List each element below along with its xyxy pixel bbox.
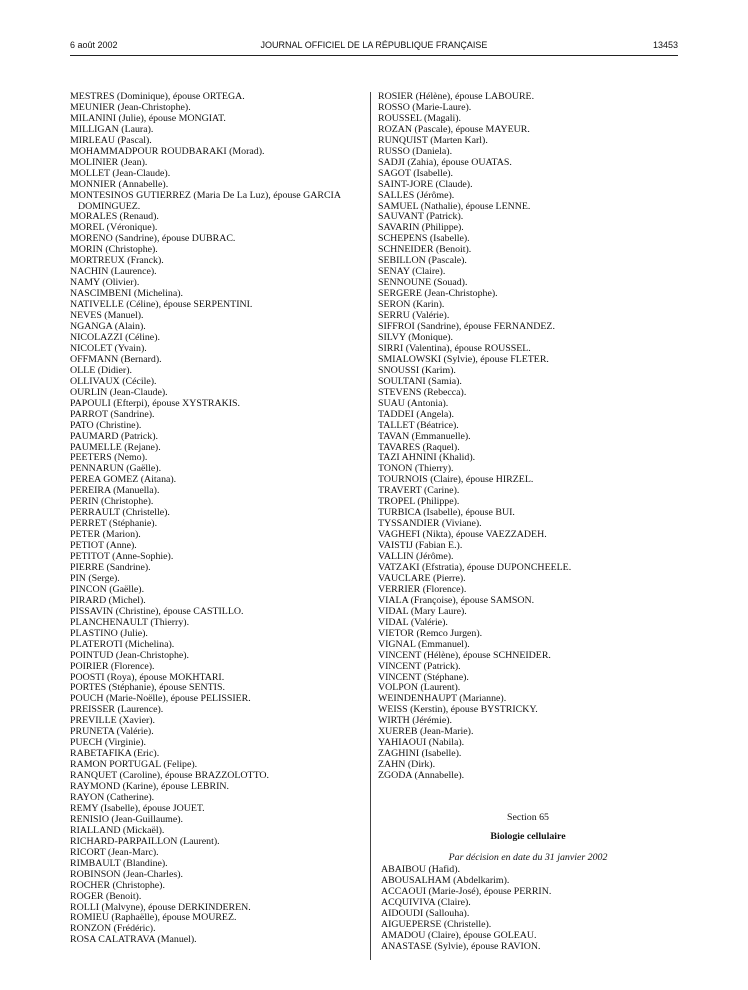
- list-item: PIN (Serge).: [70, 572, 120, 584]
- list-item: TAVARES (Raquel).: [378, 441, 460, 453]
- list-item: XUEREB (Jean-Marie).: [378, 726, 474, 738]
- list-item: NACHIN (Laurence).: [70, 266, 157, 278]
- list-item: MILLIGAN (Laura).: [70, 123, 154, 135]
- list-item: AMADOU (Claire), épouse GOLEAU.: [381, 929, 537, 941]
- list-item: SAVARIN (Philippe).: [378, 222, 464, 234]
- list-item: PIERRE (Sandrine).: [70, 561, 151, 573]
- list-item: ROSA CALATRAVA (Manuel).: [70, 934, 197, 946]
- list-item: REMY (Isabelle), épouse JOUET.: [70, 802, 205, 814]
- page-header: [70, 40, 678, 54]
- list-item: VINCENT (Hélène), épouse SCHNEIDER.: [378, 649, 551, 661]
- list-item: MOLINIER (Jean).: [70, 156, 148, 168]
- list-item: ABOUSALHAM (Abdelkarim).: [381, 874, 510, 886]
- list-item: TROPEL (Philippe).: [378, 496, 460, 508]
- list-item: POIRIER (Florence).: [70, 660, 155, 672]
- list-item: NGANGA (Alain).: [70, 321, 146, 333]
- list-item: MILANINI (Julie), épouse MONGIAT.: [70, 112, 226, 124]
- list-item: PATO (Christine).: [70, 419, 142, 431]
- list-item: PAPOULI (Efterpi), épouse XYSTRAKIS.: [70, 397, 240, 409]
- list-item: ACCAOUI (Marie-José), épouse PERRIN.: [381, 885, 552, 897]
- list-item: SIRRI (Valentina), épouse ROUSSEL.: [378, 342, 531, 354]
- list-item: RICORT (Jean-Marc).: [70, 846, 159, 858]
- list-item: PERRET (Stéphanie).: [70, 518, 158, 530]
- list-item: TOURNOIS (Claire), épouse HIRZEL.: [378, 474, 534, 486]
- list-item: ROSSO (Marie-Laure).: [378, 101, 472, 113]
- list-item: MIRLEAU (Pascal).: [70, 134, 152, 146]
- list-item: MEUNIER (Jean-Christophe).: [70, 101, 191, 113]
- left-name-list: [70, 92, 363, 946]
- list-item: PETITOT (Anne-Sophie).: [70, 551, 174, 563]
- list-item: RABETAFIKA (Eric).: [70, 748, 160, 760]
- list-item: OLLE (Didier).: [70, 364, 132, 376]
- column-divider: [370, 92, 371, 960]
- section-decision: Par décision en date du 31 janvier 2002: [448, 852, 608, 863]
- list-item: PLASTINO (Julie).: [70, 627, 148, 639]
- page-number: 13453: [652, 40, 678, 50]
- list-item: VAGHEFI (Nikta), épouse VAEZZADEH.: [378, 529, 547, 541]
- list-item: MORTREUX (Franck).: [70, 255, 164, 267]
- list-item: SCHNEIDER (Benoit).: [378, 244, 472, 256]
- list-item: PEREA GOMEZ (Aitana).: [70, 474, 177, 486]
- list-item: SUAU (Antonia).: [378, 397, 449, 409]
- list-item: VIGNAL (Emmanuel).: [378, 638, 470, 650]
- list-item: VIALA (Françoise), épouse SAMSON.: [378, 594, 535, 606]
- list-item: SADJI (Zahia), épouse OUATAS.: [378, 156, 512, 168]
- list-item: RONZON (Frédéric).: [70, 923, 156, 935]
- list-item: MESTRES (Dominique), épouse ORTEGA.: [70, 91, 245, 102]
- list-item: PAUMARD (Patrick).: [70, 430, 158, 442]
- list-item: VIETOR (Remco Jurgen).: [378, 627, 483, 639]
- list-item: PREISSER (Laurence).: [70, 704, 164, 716]
- list-item: RENISIO (Jean-Guillaume).: [70, 813, 183, 825]
- list-item: SENAY (Claire).: [378, 266, 446, 278]
- list-item: ACQUIVIVA (Claire).: [381, 896, 471, 908]
- list-item: VIDAL (Mary Laure).: [378, 605, 467, 617]
- list-item: ROBINSON (Jean-Charles).: [70, 868, 183, 880]
- header-date: 6 août 2002: [70, 40, 118, 50]
- list-item: PAUMELLE (Rejane).: [70, 441, 161, 453]
- list-item: TYSSANDIER (Viviane).: [378, 518, 482, 530]
- list-item: VALLIN (Jérôme).: [378, 551, 454, 563]
- list-item: SAUVANT (Patrick).: [378, 211, 464, 223]
- list-item: SERON (Karin).: [378, 299, 445, 311]
- list-item: PARROT (Sandrine).: [70, 408, 155, 420]
- list-item: RUSSO (Daniela).: [378, 145, 453, 157]
- list-item: TURBICA (Isabelle), épouse BUI.: [378, 507, 515, 519]
- list-item: MOLLET (Jean-Claude).: [70, 167, 171, 179]
- list-item: MORIN (Christophe).: [70, 244, 158, 256]
- list-item: POOSTI (Roya), épouse MOKHTARI.: [70, 671, 225, 683]
- list-item: VERRIER (Florence).: [378, 583, 467, 595]
- list-item: PIRARD (Michel).: [70, 594, 146, 606]
- list-item: SILVY (Monique).: [378, 331, 453, 343]
- list-item: ZGODA (Annabelle).: [378, 770, 465, 782]
- list-item: TALLET (Béatrice).: [378, 419, 459, 431]
- list-item: PUECH (Virginie).: [70, 737, 147, 749]
- list-item: ANASTASE (Sylvie), épouse RAVION.: [381, 940, 541, 952]
- list-item: AIGUEPERSE (Christelle).: [381, 918, 492, 930]
- list-item: SALLES (Jérôme).: [378, 189, 455, 201]
- list-item: NEVES (Manuel).: [70, 310, 144, 322]
- list-item: VAUCLARE (Pierre).: [378, 572, 466, 584]
- list-item: TONON (Thierry).: [378, 463, 454, 475]
- list-item: ZAHN (Dirk).: [378, 759, 436, 771]
- list-item: WEINDENHAUPT (Marianne).: [378, 693, 507, 705]
- list-item: MOHAMMADPOUR ROUDBARAKI (Morad).: [70, 145, 265, 157]
- header-rule: [70, 55, 678, 56]
- right-name-list: [378, 92, 678, 782]
- list-item: NICOLAZZI (Céline).: [70, 331, 160, 343]
- list-item: STEVENS (Rebecca).: [378, 386, 467, 398]
- list-item: PETER (Marion).: [70, 529, 141, 541]
- list-item: PORTES (Stéphanie), épouse SENTIS.: [70, 682, 225, 694]
- list-item: POINTUD (Jean-Christophe).: [70, 649, 190, 661]
- list-item: TRAVERT (Carine).: [378, 485, 460, 497]
- list-item: RIALLAND (Mickaël).: [70, 824, 165, 836]
- list-item: MONTESINOS GUTIERREZ (Maria De La Luz), épouse GARCIA DOMINGUEZ.: [70, 189, 341, 212]
- list-item: MORALES (Renaud).: [70, 211, 159, 223]
- list-item: MOREL (Véronique).: [70, 222, 158, 234]
- list-item: SEBILLON (Pascale).: [378, 255, 467, 267]
- list-item: SENNOUNE (Souad).: [378, 277, 468, 289]
- list-item: PENNARUN (Gaëlle).: [70, 463, 162, 475]
- list-item: PERRAULT (Christelle).: [70, 507, 170, 519]
- list-item: PISSAVIN (Christine), épouse CASTILLO.: [70, 605, 244, 617]
- list-item: VATZAKI (Efstratia), épouse DUPONCHEELE.: [378, 561, 572, 573]
- list-item: SAMUEL (Nathalie), épouse LENNE.: [378, 200, 531, 212]
- list-item: POUCH (Marie-Noëlle), épouse PELISSIER.: [70, 693, 251, 705]
- list-item: ROGER (Benoit).: [70, 890, 142, 902]
- list-item: NICOLET (Yvain).: [70, 342, 147, 354]
- list-item: VINCENT (Patrick).: [378, 660, 461, 672]
- list-item: SCHEPENS (Isabelle).: [378, 233, 470, 245]
- list-item: SAGOT (Isabelle).: [378, 167, 453, 179]
- list-item: RAYMOND (Karine), épouse LEBRIN.: [70, 781, 229, 793]
- list-item: PREVILLE (Xavier).: [70, 715, 156, 727]
- list-item: SMIALOWSKI (Sylvie), épouse FLETER.: [378, 353, 549, 365]
- list-item: PINCON (Gaëlle).: [70, 583, 145, 595]
- list-item: SERRU (Valérie).: [378, 310, 450, 322]
- list-item: MORENO (Sandrine), épouse DUBRAC.: [70, 233, 236, 245]
- list-item: ZAGHINI (Isabelle).: [378, 748, 462, 760]
- list-item: SOULTANI (Samia).: [378, 375, 462, 387]
- list-item: ROLLI (Malvyne), épouse DERKINDEREN.: [70, 901, 251, 913]
- list-item: ABAIBOU (Hafid).: [381, 864, 460, 875]
- list-item: SAINT-JORE (Claude).: [378, 178, 473, 190]
- section-subtitle: Biologie cellulaire: [490, 831, 566, 842]
- list-item: WEISS (Kerstin), épouse BYSTRICKY.: [378, 704, 538, 716]
- list-item: MONNIER (Annabelle).: [70, 178, 169, 190]
- list-item: ROMIEU (Raphaëlle), épouse MOUREZ.: [70, 912, 237, 924]
- list-item: SNOUSSI (Karim).: [378, 364, 456, 376]
- section-name-list: [381, 865, 678, 953]
- list-item: PEREIRA (Manuella).: [70, 485, 160, 497]
- list-item: TADDEI (Angela).: [378, 408, 454, 420]
- list-item: VINCENT (Stéphane).: [378, 671, 469, 683]
- list-item: RUNQUIST (Marten Karl).: [378, 134, 488, 146]
- list-item: ROUSSEL (Magali).: [378, 112, 462, 124]
- list-item: RAMON PORTUGAL (Felipe).: [70, 759, 198, 771]
- list-item: OURLIN (Jean-Claude).: [70, 386, 168, 398]
- list-item: ROZAN (Pascale), épouse MAYEUR.: [378, 123, 530, 135]
- list-item: PERIN (Christophe).: [70, 496, 154, 508]
- journal-title: JOURNAL OFFICIEL DE LA RÉPUBLIQUE FRANÇAISE: [260, 40, 488, 50]
- list-item: NAMY (Olivier).: [70, 277, 140, 289]
- section-title: Section 65: [507, 812, 549, 823]
- list-item: NASCIMBENI (Michelina).: [70, 288, 183, 300]
- list-item: RANQUET (Caroline), épouse BRAZZOLOTTO.: [70, 770, 270, 782]
- list-item: WIRTH (Jérémie).: [378, 715, 452, 727]
- list-item: PLATEROTI (Michelina).: [70, 638, 175, 650]
- list-item: PRUNETA (Valérie).: [70, 726, 154, 738]
- list-item: OLLIVAUX (Cécile).: [70, 375, 157, 387]
- list-item: OFFMANN (Bernard).: [70, 353, 162, 365]
- list-item: SERGERE (Jean-Christophe).: [378, 288, 498, 300]
- list-item: PEETERS (Nemo).: [70, 452, 148, 464]
- list-item: YAHIAOUI (Nabila).: [378, 737, 465, 749]
- list-item: SIFFROI (Sandrine), épouse FERNANDEZ.: [378, 321, 555, 333]
- list-item: AIDOUDI (Sallouha).: [381, 907, 470, 919]
- list-item: RIMBAULT (Blandine).: [70, 857, 168, 869]
- list-item: RAYON (Catherine).: [70, 792, 155, 803]
- list-item: RICHARD-PARPAILLON (Laurent).: [70, 835, 220, 847]
- list-item: PETIOT (Anne).: [70, 540, 137, 552]
- list-item: NATIVELLE (Céline), épouse SERPENTINI.: [70, 299, 253, 311]
- list-item: TAZI AHNINI (Khalid).: [378, 452, 476, 464]
- list-item: VIDAL (Valérie).: [378, 616, 448, 628]
- list-item: TAVAN (Emmanuelle).: [378, 430, 471, 442]
- list-item: PLANCHENAULT (Thierry).: [70, 616, 190, 628]
- list-item: VAISTIJ (Fabian E.).: [378, 540, 463, 552]
- list-item: ROSIER (Hélène), épouse LABOURE.: [378, 91, 535, 102]
- list-item: VOLPON (Laurent).: [378, 682, 461, 694]
- list-item: ROCHER (Christophe).: [70, 879, 165, 891]
